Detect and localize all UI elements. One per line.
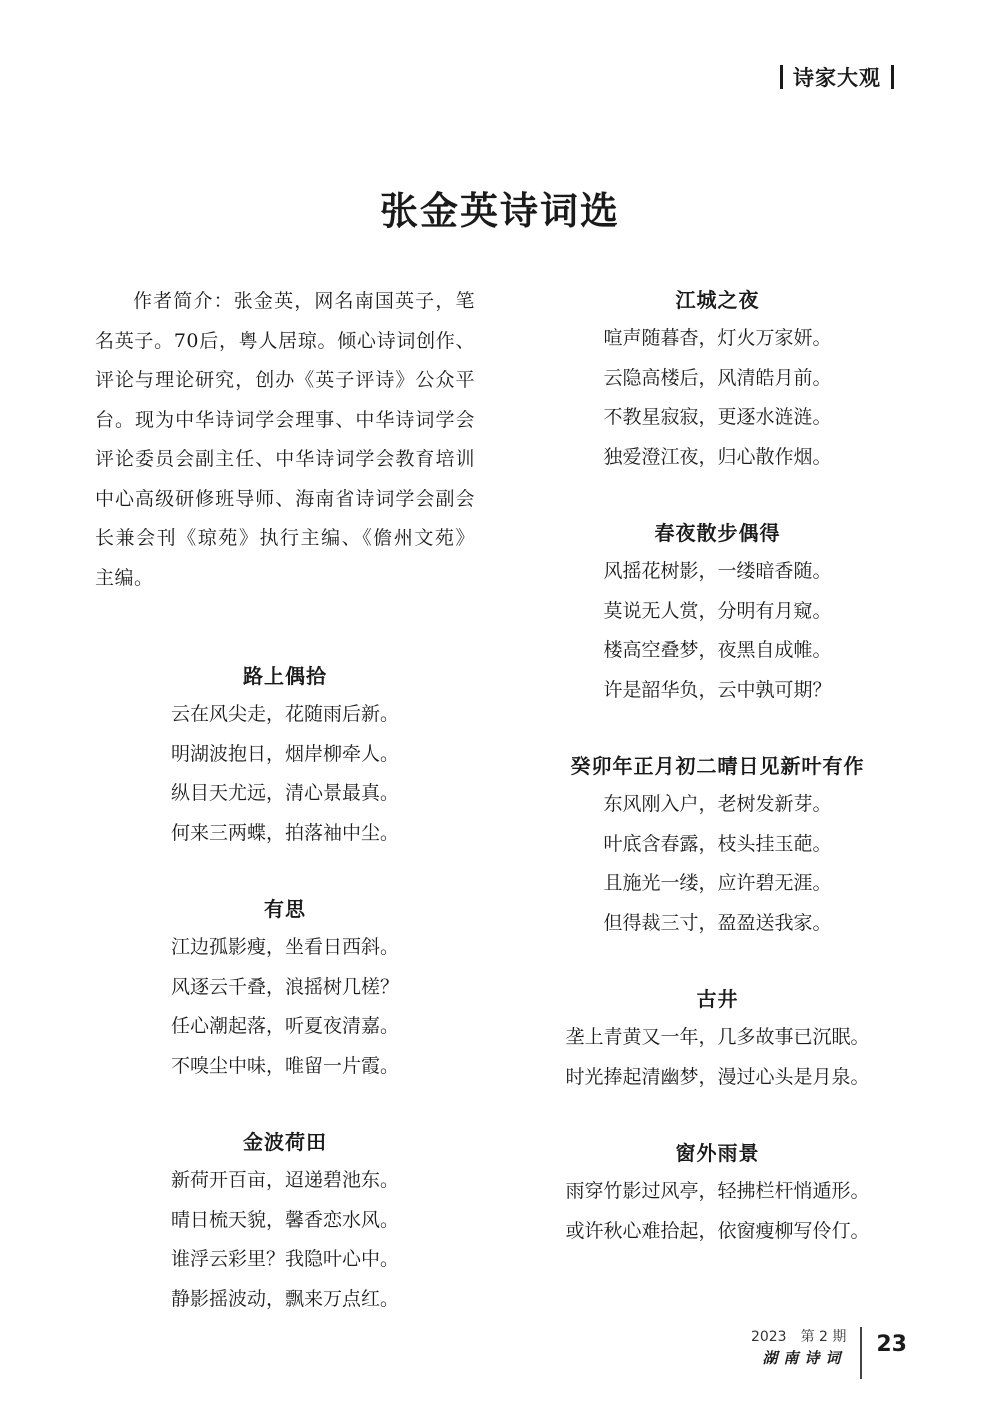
- poem-line: 楼高空叠梦，夜黑自成帷。: [603, 639, 832, 661]
- poem-title: 春夜散步偶得: [654, 521, 781, 545]
- poem-line: 且施光一缕，应许碧无涯。: [603, 872, 832, 894]
- poem-line: 云隐高楼后，风清皓月前。: [603, 366, 832, 389]
- issue-number: 2023 第 2 期: [750, 1329, 847, 1345]
- section-tag: [770, 62, 904, 92]
- poem-line: 叶底含春露，枝头挂玉葩。: [603, 832, 832, 855]
- poem-title: 古井: [696, 987, 739, 1011]
- poem: [95, 658, 475, 853]
- poem-line: 江边孤影瘦，坐看日西斜。: [170, 936, 399, 958]
- poem-line: 独爱澄江夜，归心散作烟。: [603, 445, 832, 468]
- journal-name: 湖南诗词: [762, 1349, 847, 1367]
- poem-line: 莫说无人赏，分明有月窥。: [603, 599, 832, 622]
- page-number: 23: [876, 1332, 907, 1357]
- poem-line: 谁浮云彩里？我隐叶心中。: [170, 1248, 399, 1270]
- poem-line: 云在风尖走，花随雨后新。: [170, 703, 399, 725]
- poem-line: 纵目天尤远，清心景最真。: [170, 782, 399, 804]
- right-column: [545, 282, 890, 1251]
- poem: [545, 981, 890, 1097]
- poem-line: 任心潮起落，听夏夜清嘉。: [170, 1015, 399, 1037]
- author-bio: 作者简介：张金英，网名南国英子，笔名英子。70后，粤人居琼。倾心诗词创作、评论与理论研究，创办《英子评诗》公众平台。现为中华诗词学会理事、中华诗词学会评论委员会副主任、中华诗词学会教育培训中心高级研修班导师、海南省诗词学会副会长兼会刊《琼苑》执行主编、《儋州文苑》主编。: [95, 290, 475, 589]
- poem: [545, 748, 890, 943]
- issue-info: [751, 1327, 860, 1379]
- poem-line: 风逐云千叠，浪摇树几槎？: [170, 975, 399, 998]
- poem-line: 新荷开百亩，迢递碧池东。: [170, 1169, 399, 1191]
- poem-line: 垄上青黄又一年，几多故事已沉眠。: [565, 1026, 870, 1048]
- footer-divider: [860, 1327, 862, 1379]
- poem-line: 何来三两蝶，拍落袖中尘。: [170, 821, 399, 844]
- poem-title: 江城之夜: [675, 288, 760, 312]
- poem-title: 路上偶拾: [243, 664, 327, 688]
- page-title: 张金英诗词选: [379, 188, 620, 233]
- poem-line: 许是韶华负，云中孰可期？: [603, 678, 832, 701]
- poem-line: 明湖波抱日，烟岸柳牵人。: [170, 742, 399, 765]
- poem: [545, 282, 890, 477]
- poem-line: 不嗅尘中味，唯留一片霞。: [170, 1054, 399, 1077]
- poem-line: 不教星寂寂，更逐水涟涟。: [603, 406, 832, 428]
- page-footer: [751, 1327, 907, 1379]
- poem: [95, 1124, 475, 1319]
- poem-title: 有思: [264, 897, 306, 921]
- section-tag-bar-right: [891, 65, 894, 89]
- poem-line: 时光捧起清幽梦，漫过心头是月泉。: [565, 1065, 870, 1088]
- poem-title: 金波荷田: [243, 1130, 327, 1154]
- poem-line: 或许秋心难拾起，依窗瘦柳写伶仃。: [565, 1219, 870, 1242]
- poem: [545, 515, 890, 710]
- poem-line: 晴日梳天貌，馨香恋水风。: [170, 1208, 399, 1231]
- poem-title: 癸卯年正月初二晴日见新叶有作: [570, 754, 865, 778]
- poem-title: 窗外雨景: [675, 1141, 760, 1165]
- poem-line: 雨穿竹影过风亭，轻拂栏杆悄遁形。: [565, 1180, 870, 1202]
- poem: [95, 891, 475, 1086]
- poem-line: 静影摇波动，飘来万点红。: [170, 1287, 399, 1310]
- poem: [545, 1135, 890, 1251]
- section-tag-label: 诗家大观: [793, 66, 881, 90]
- poem-line: 风摇花树影，一缕暗香随。: [603, 560, 832, 582]
- poem-line: 但得裁三寸，盈盈送我家。: [603, 911, 832, 934]
- poem-line: 东风刚入户，老树发新芽。: [603, 793, 832, 815]
- poem-line: 喧声随暮杳，灯火万家妍。: [603, 327, 832, 349]
- left-column: [95, 282, 475, 1319]
- section-tag-bar-left: [780, 65, 783, 89]
